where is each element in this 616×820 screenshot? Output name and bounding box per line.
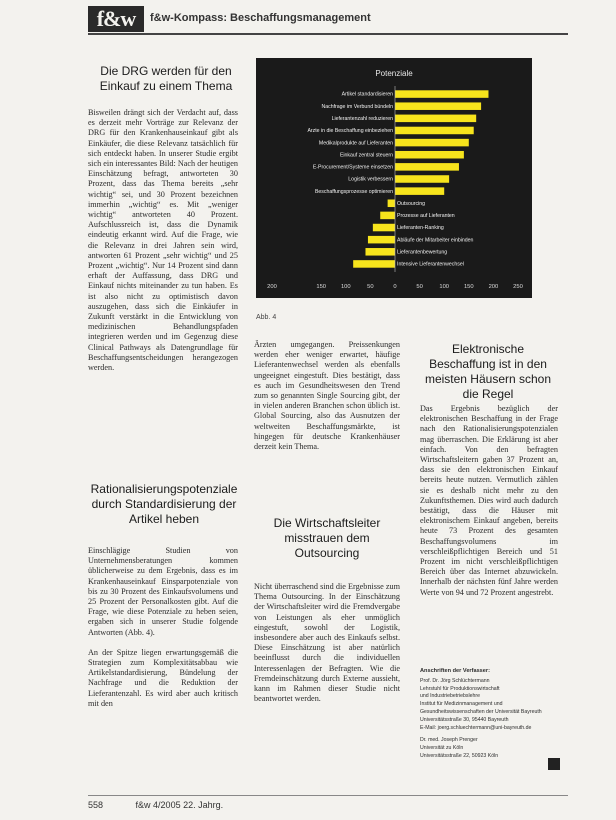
- x-tick-label: 100: [340, 284, 351, 290]
- middle-column-text-2: [254, 582, 400, 790]
- bar-4: [395, 127, 474, 135]
- series-title: f&w-Kompass: Beschaffungsmanagement: [150, 12, 371, 24]
- bar-12: [373, 224, 395, 232]
- page-footer: [88, 800, 223, 810]
- x-tick-label: 50: [416, 284, 423, 290]
- bar-label-6: Einkauf zentral steuern: [339, 152, 393, 159]
- author-2-line: Dr. med. Joseph Prenger: [420, 737, 478, 744]
- paragraph-spitze: An der Spitze liegen erwartungsgemäß die Strategien zum Komplexitätsabbau wie Artikelstandardisierung, Bündelung der Nachfrage und die Reduktion der Lieferantenzahl. Es wird aber auch kritisch mit den: [88, 647, 238, 708]
- bar-10: [388, 200, 395, 208]
- heading-elektronisch: Elektronische Beschaffung ist in den meisten Häusern schon die Regel: [424, 342, 552, 401]
- bar-label-2: Nachfrage im Verbund bündeln: [321, 103, 393, 110]
- bar-label-10: Outsourcing: [397, 200, 425, 207]
- author-block-1: [420, 678, 552, 733]
- bar-13: [368, 236, 395, 244]
- bar-15: [353, 260, 395, 268]
- bar-5: [395, 139, 469, 147]
- x-tick-label: 150: [316, 284, 327, 290]
- bar-7: [395, 163, 459, 171]
- heading-drg: Die DRG werden für den Einkauf zu einem Thema: [99, 64, 233, 93]
- authors-heading: Anschriften der Verfasser:: [420, 668, 490, 674]
- paragraph-elektronisch: Das Ergebnis bezüglich der elektronischen Beschaffung in der Frage nach den Rationalisierungspotenzialen mag überraschen. Die Erklärung ist aber einfach. Von den befragten Wirtschaftsleitern gaben 37 Prozent an, dass sie den elektronischen Einkauf bereits heute nutzen. Vermutlich zählen sie es deshalb nicht mehr zu den Zukunftsthemen. Dies wird auch dadurch bestätigt, dass die Häuser mit elektronischem Einkauf angeben, bereits heute 73 Prozent des gesamten Beschaffungsvolumens im verschleißpflichtigen Bereich und 51 Prozent im nicht verschleißpflichtigen Bereich über das Internet abzuwickeln. Innerhalb der nächsten fünf Jahre werden Werte von 94 und 72 Prozent angestrebt.: [420, 404, 558, 597]
- author-1-line: E-Mail: joerg.schluechtermann@uni-bayreuth.de: [420, 724, 532, 731]
- author-1-line: Prof. Dr. Jörg Schlüchtermann: [420, 677, 490, 684]
- x-tick-label: 150: [463, 284, 474, 290]
- bar-label-4: Arzte in die Beschaffung einbeziehen: [307, 128, 393, 135]
- bar-label-5: Medikalprodukte auf Lieferanten: [318, 140, 393, 147]
- figure-caption: Abb. 4: [256, 314, 277, 321]
- bar-1: [395, 90, 488, 98]
- bar-label-11: Prozesse auf Lieferanten: [397, 213, 455, 220]
- x-tick-label: 250: [513, 284, 523, 290]
- bar-label-12: Lieferanten-Ranking: [397, 225, 444, 232]
- chart-title: Potenziale: [375, 69, 413, 78]
- x-tick-label: 0: [393, 284, 397, 290]
- heading-rationalisierung: Rationalisierungspotenziale durch Standardisierung der Artikel heben: [90, 482, 238, 526]
- bar-8: [395, 175, 449, 183]
- x-tick-label: 200: [267, 284, 277, 290]
- bar-6: [395, 151, 464, 159]
- author-addresses: [420, 668, 552, 761]
- left-column-text-2: [88, 546, 238, 791]
- author-2-line: Universitätsstraße 22, 50923 Köln: [420, 752, 499, 759]
- author-1-line: Lehrstuhl für Produktionswirtschaft: [420, 685, 500, 692]
- paragraph-aerzte: Ärzten umgegangen. Preissenkungen werden eher weniger erwartet, häufige Lieferantenwechsel werden als ebenfalls ungeeignet eingestuft. Dies bestätigt, dass es auch im Gesundheitswesen den Trend zum so genannten Single Sourcing gibt, der in vielen anderen Branchen schon üblich ist. Global Sourcing, also das Ausnutzen der weltweiten Beschaffungsmärkte, ist hingegen für deutsche Krankenhäuser derzeit kein Thema.: [254, 340, 400, 452]
- bar-label-14: Lieferantenbewertung: [397, 249, 448, 256]
- left-column-text-1: [88, 108, 238, 466]
- middle-column-text-1: [254, 340, 400, 500]
- bar-9: [395, 187, 444, 195]
- bar-label-1: Artikel standardisieren: [341, 91, 393, 98]
- paragraph-drg: Bisweilen drängt sich der Verdacht auf, dass es derzeit mehr Vorträge zur Relevanz der DRG für den Krankenhauseinkauf gibt als Einkäufer, die diese Relevanz tatsächlich für sich entdeckt haben. In unserer Studie ergibt sich ein interessantes Bild: Nach der heutigen Einschätzung befragt, antworteten 30 Prozent, dass das Thema bereits „sehr wichtig“ sei, und 30 Prozent bezeichnen immerhin „wichtig“ es. Mit „weniger wichtig“ antworteten 40 Prozent. Aufschlussreich ist, dass die Dynamik eindeutig erkannt wird. Auf die Frage, wie die Relevanz in drei Jahren sein wird, antworten 61 Prozent „sehr wichtig“ und 25 Prozent „wichtig“. Nur 14 Prozent sind dann erhaft der Auffassung, dass DRG und Einkauf nichts miteinander zu tun haben. Es ist also nicht zu optimistisch davon auszugehen, dass sich die Einkäufer in Zukunft verstärkt in die Entwicklung von medizinischen Behandlungspfaden integrieren werden und im Gegenzug diese Clinical Pathways als Datengrundlage für Beschaffungsentscheidungen herangezogen werden.: [88, 108, 238, 373]
- bar-label-15: Intensive Lieferantenwechsel: [397, 261, 464, 268]
- x-tick-label: 100: [439, 284, 450, 290]
- journal-logo: f&w: [88, 6, 144, 32]
- paragraph-potenziale: Einschlägige Studien von Unternehmensberatungen kommen üblicherweise zu dem Ergebnis, dass es im Krankenhauseinkauf Einsparpotenziale von bis zu 30 Prozent des Einkaufsvolumens und 25 Prozent der Personalkosten gibt. Auf die Frage, wie diese Potenziale zu heben seien, ergaben sich in unserer Studie folgende Antworten (Abb. 4).: [88, 546, 238, 637]
- potenziale-chart: [256, 58, 532, 298]
- author-2-line: Universität zu Köln: [420, 745, 464, 752]
- bar-label-9: Beschaffungsprozesse optimieren: [314, 188, 393, 195]
- bar-2: [395, 102, 481, 110]
- footer-rule: [88, 795, 568, 796]
- author-1-line: Universitätsstraße 30, 95440 Bayreuth: [420, 716, 509, 723]
- author-1-line: und Industriebetriebslehre: [420, 693, 480, 700]
- end-of-article-mark: [548, 758, 560, 770]
- bar-label-7: E-Procurement/Systeme einsetzen: [312, 164, 393, 171]
- bar-label-13: Abläufe der Mitarbeiter einbinden: [397, 237, 474, 244]
- x-tick-label: 50: [367, 284, 374, 290]
- paragraph-outsourcing: Nicht überraschend sind die Ergebnisse zum Thema Outsourcing. In der Einschätzung der Wirtschaftsleiter wird die Fremdvergabe von Leistungen als eher unmöglich eingestuft, sowohl der Logistik, insbesondere aber auch des Einkaufs selbst. Diese Einschätzung ist aber natürlich beeinflusst durch die individuellen Interessenlagen der Befragten. Wie die Fremdeinschätzung durch Externe aussieht, kann im Rahmen dieser Studie nicht beantwortet werden.: [254, 582, 400, 704]
- issue-info: f&w 4/2005 22. Jahrg.: [135, 800, 224, 810]
- bar-3: [395, 115, 476, 123]
- heading-outsourcing: Die Wirtschaftsleiter misstrauen dem Outsourcing: [273, 516, 381, 560]
- bar-14: [365, 248, 395, 256]
- author-1-line: Institut für Medizinmanagement und Gesundheitswissenschaften der Universität Bayreuth: [420, 701, 542, 715]
- bar-11: [380, 212, 395, 220]
- page-number: 558: [88, 800, 104, 810]
- bar-label-8: Logistik verbessern: [348, 176, 393, 183]
- bar-label-3: Lieferantenzahl reduzieren: [331, 115, 393, 122]
- author-block-2: [420, 737, 552, 760]
- right-column-text: [420, 404, 558, 662]
- x-tick-label: 200: [488, 284, 499, 290]
- header-rule: [88, 33, 568, 35]
